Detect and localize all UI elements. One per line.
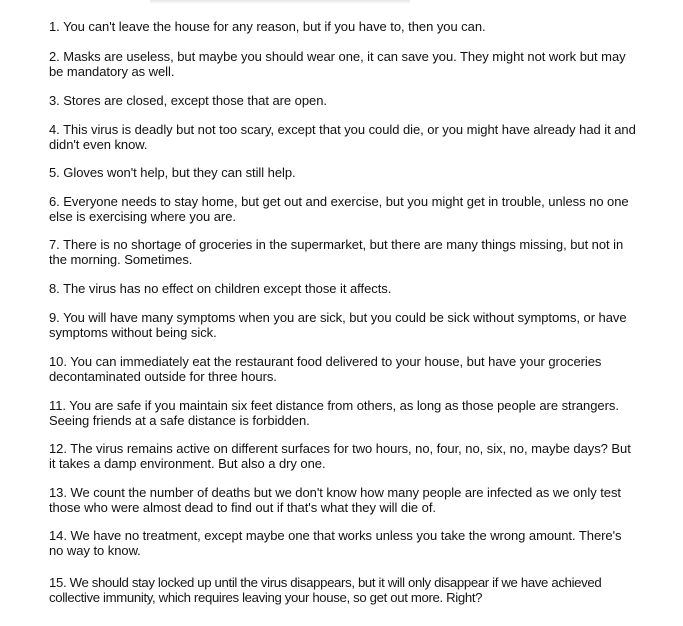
list-item-3: 3. Stores are closed, except those that are open. — [49, 93, 327, 108]
list-item-2: 2. Masks are useless, but maybe you should wear one, it can save you. They might not work but may be mandatory as well. — [49, 49, 626, 79]
list-item-12: 12. The virus remains active on different surfaces for two hours, no, four, no, six, no, maybe days? But it takes a damp environment. But also a dry one. — [49, 441, 631, 471]
cropped-top-edge — [150, 0, 410, 4]
list-item-15: 15. We should stay locked up until the virus disappears, but it will only disappear if we have achieved collective immunity, which requires leaving your house, so get out more. Right? — [49, 575, 602, 605]
list-item-4: 4. This virus is deadly but not too scary, except that you could die, or you might have already had it and didn't even know. — [49, 122, 636, 152]
list-item-9: 9. You will have many symptoms when you are sick, but you could be sick without symptoms, or have symptoms without being sick. — [49, 310, 627, 340]
list-item-11: 11. You are safe if you maintain six feet distance from others, as long as those people are strangers. Seeing friends at a safe distance is forbidden. — [49, 398, 619, 428]
list-item-13: 13. We count the number of deaths but we don't know how many people are infected as we only test those who were almost dead to find out if that's what they will die of. — [49, 485, 621, 515]
list-item-8: 8. The virus has no effect on children except those it affects. — [49, 281, 392, 296]
list-item-5: 5. Gloves won't help, but they can still help. — [49, 165, 296, 180]
list-item-10: 10. You can immediately eat the restaurant food delivered to your house, but have your groceries decontaminated outside for three hours. — [49, 354, 602, 384]
list-item-7: 7. There is no shortage of groceries in the supermarket, but there are many things missing, but not in the morning. Sometimes. — [49, 237, 624, 267]
list-item-6: 6. Everyone needs to stay home, but get out and exercise, but you might get in trouble, unless no one else is exercising where you are. — [49, 194, 629, 224]
list-item-14: 14. We have no treatment, except maybe one that works unless you take the wrong amount. There's no way to know. — [49, 528, 622, 558]
list-item-1: 1. You can't leave the house for any reason, but if you have to, then you can. — [49, 19, 486, 34]
